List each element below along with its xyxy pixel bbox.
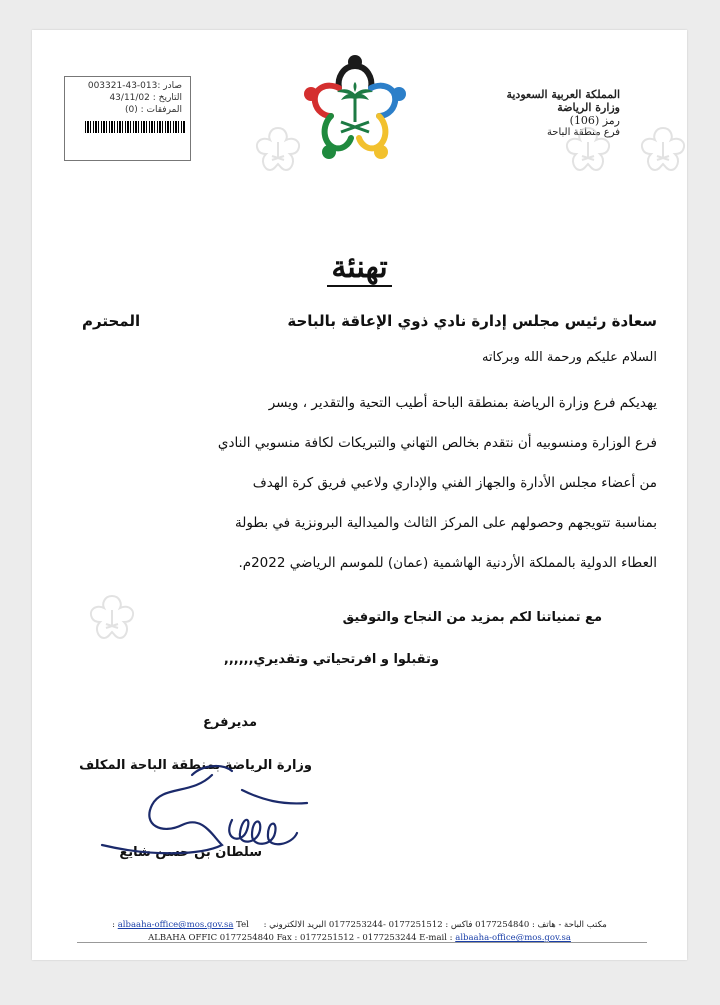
- watermark-emblem-icon: [250, 122, 306, 178]
- body-line: بمناسبة تتويجهم وحصولهم على المركز الثالث والميدالية البرونزية في بطولة: [234, 515, 657, 531]
- footer-email-link-en[interactable]: albaaha-office@mos.gov.sa: [455, 933, 571, 943]
- footer-arabic: مكتب الباحة - هاتف : 0177254840 فاكس : 0177251512 -0177253244 البريد الالكتروني : albaaha-office@mos.gov.sa Tel :: [112, 920, 607, 930]
- logo-petal-left: [315, 86, 339, 116]
- signatory-role-line1: مديرفرع: [202, 715, 257, 730]
- handwritten-signature: [92, 745, 312, 865]
- ref-number: صادر :013-43-003321: [87, 81, 182, 91]
- ministry-logo: [295, 48, 415, 168]
- letter-title: تهنئة: [32, 250, 687, 285]
- palm-swords-emblem: [337, 82, 373, 132]
- ref-attachments: المرفقات : (0): [125, 105, 182, 115]
- addressee: سعادة رئيس مجلس إدارة نادي ذوي الإعاقة بالباحة: [287, 312, 657, 330]
- watermark-emblem-icon: [560, 122, 616, 178]
- logo-petal-right: [371, 86, 395, 116]
- watermark-emblem-icon: [84, 590, 140, 646]
- logo-petal-bottom-left: [325, 116, 351, 148]
- greeting: السلام عليكم ورحمة الله وبركاته: [481, 350, 657, 365]
- honorific: المحترم: [82, 312, 141, 330]
- footer-english: ALBAHA OFFIC 0177254840 Fax : 0177251512 - 0177253244 E-mail : albaaha-office@mos.gov.sa: [148, 933, 571, 943]
- ministry-code: رمز (106): [569, 114, 620, 127]
- letter-page: [32, 30, 687, 960]
- logo-petal-top: [355, 66, 371, 88]
- body-line: العطاء الدولية بالمملكة الأردنية الهاشمية (عمان) للموسم الرياضي 2022م.: [238, 555, 657, 571]
- footer-divider: [77, 942, 647, 943]
- logo-petal-bottom-right: [359, 116, 385, 148]
- ministry-name: وزارة الرياضة: [557, 101, 620, 114]
- signatory-role-line2: وزارة الرياضة بمنطقة الباحة المكلف: [79, 758, 312, 773]
- barcode: [85, 121, 185, 133]
- country-name: المملكة العربية السعودية: [506, 88, 620, 101]
- watermark-emblem-icon: [635, 122, 691, 178]
- body-line: فرع الوزارة ومنسوبيه أن نتقدم بخالص التهاني والتبريكات لكافة منسوبي النادي: [217, 435, 657, 451]
- footer-email-link[interactable]: albaaha-office@mos.gov.sa: [117, 920, 234, 930]
- closing-regards: وتقبلوا و افرتحياتي وتقديري,,,,,,: [223, 652, 439, 667]
- signatory-name: سلطان بن حسن شايع: [119, 845, 262, 860]
- footer-tel-label: Tel :: [112, 920, 249, 930]
- ref-date: التاريخ : 43/11/02: [109, 93, 182, 103]
- body-line: يهديكم فرع وزارة الرياضة بمنطقة الباحة أطيب التحية والتقدير ، ويسر: [268, 395, 657, 411]
- ministry-branch: فرع منطقة الباحة: [546, 127, 620, 138]
- closing-wish: مع تمنياتنا لكم بمزيد من النجاح والتوفيق: [342, 610, 602, 625]
- body-line: من أعضاء مجلس الأدارة والجهاز الفني والإداري ولاعبي فريق كرة الهدف: [252, 475, 657, 491]
- reference-box: [64, 76, 191, 161]
